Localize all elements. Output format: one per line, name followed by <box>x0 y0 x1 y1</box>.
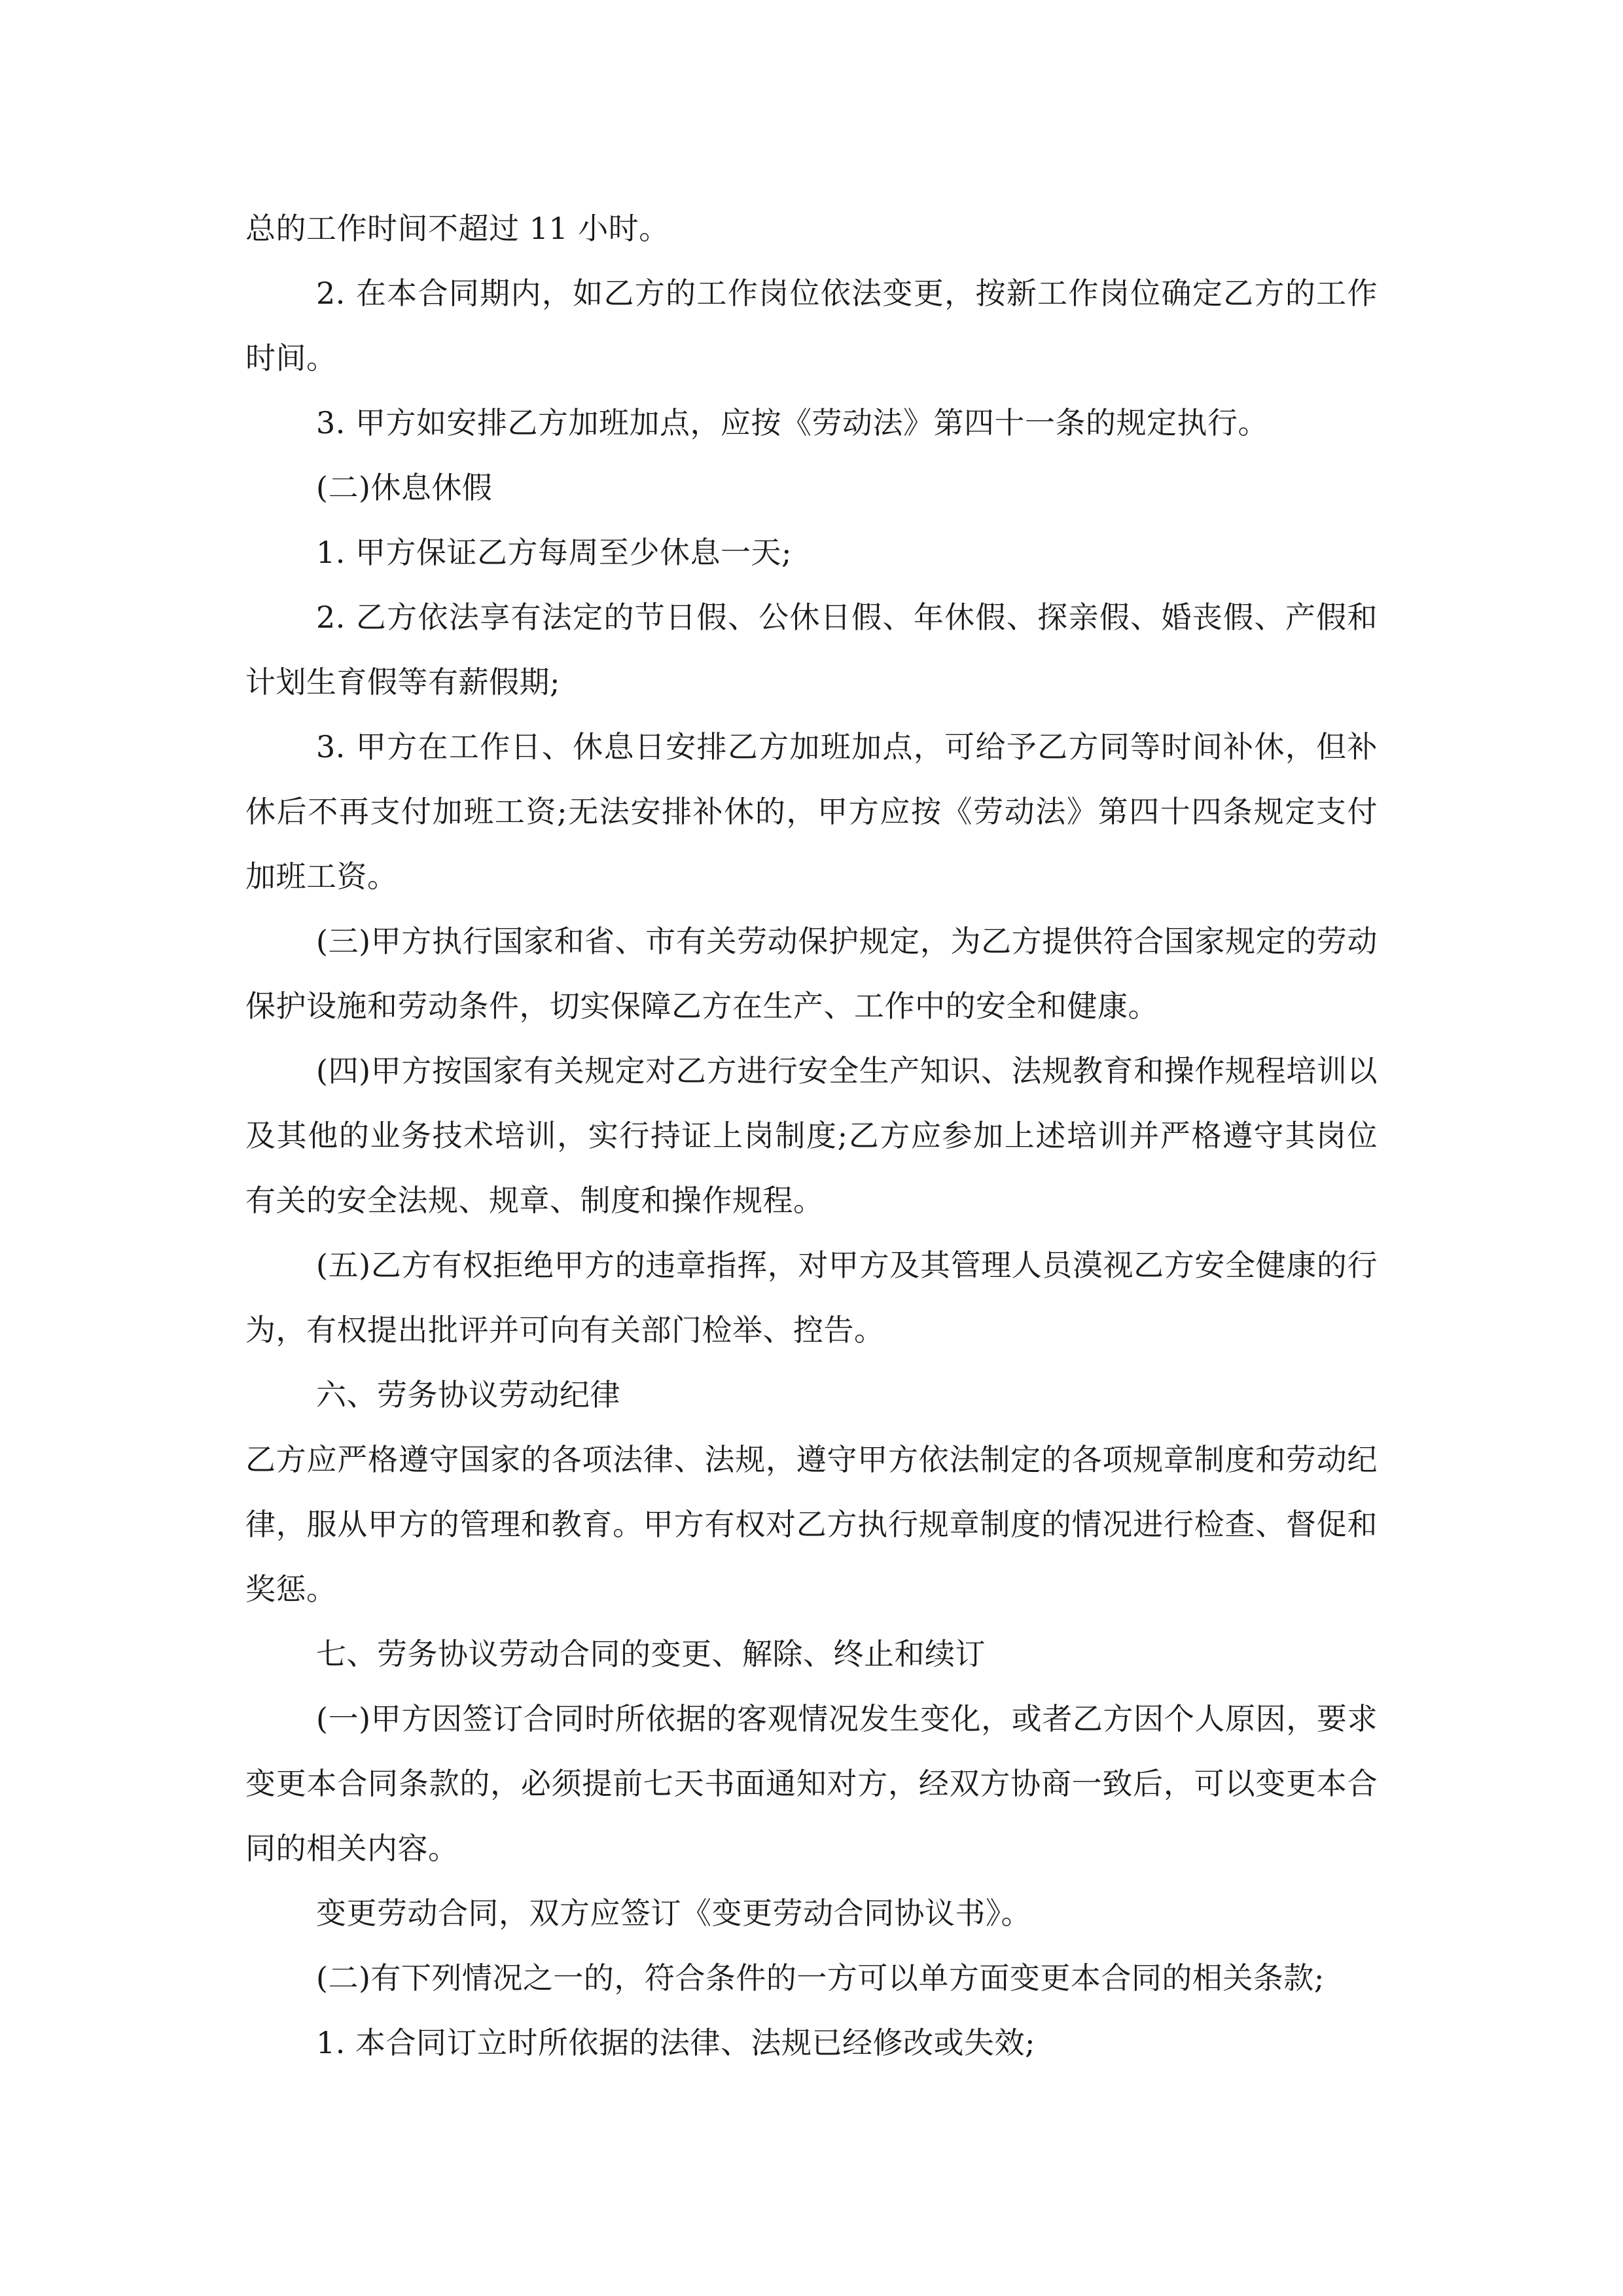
paragraph-refuse-violations: (五)乙方有权拒绝甲方的违章指挥，对甲方及其管理人员漠视乙方安全健康的行为，有权提出批评并可向有关部门检举、控告。 <box>245 1247 1378 1348</box>
section-heading-contract-changes: 七、劳务协议劳动合同的变更、解除、终止和续订 <box>316 1636 986 1672</box>
section-heading-discipline: 六、劳务协议劳动纪律 <box>316 1377 620 1412</box>
paragraph-rest-2: 2. 乙方依法享有法定的节日假、公休日假、年休假、探亲假、婚丧假、产假和计划生育假等有薪假期; <box>245 600 1378 700</box>
document-page <box>245 196 1378 2075</box>
paragraph-labor-protection: (三)甲方执行国家和省、市有关劳动保护规定，为乙方提供符合国家规定的劳动保护设施和劳动条件，切实保障乙方在生产、工作中的安全和健康。 <box>245 924 1378 1024</box>
paragraph-clause-3: 3. 甲方如安排乙方加班加点，应按《劳动法》第四十一条的规定执行。 <box>316 405 1269 440</box>
paragraph-change-agreement: 变更劳动合同，双方应签订《变更劳动合同协议书》。 <box>316 1895 1031 1931</box>
paragraph-safety-training: (四)甲方按国家有关规定对乙方进行安全生产知识、法规教育和操作规程培训以及其他的业务技术培训，实行持证上岗制度;乙方应参加上述培训并严格遵守其岗位有关的安全法规、规章、制度和操作规程。 <box>245 1053 1378 1218</box>
paragraph-rest-1: 1. 甲方保证乙方每周至少休息一天; <box>316 535 793 570</box>
paragraph-unilateral-change: (二)有下列情况之一的，符合条件的一方可以单方面变更本合同的相关条款; <box>316 1960 1325 1996</box>
paragraph-change-terms: (一)甲方因签订合同时所依据的客观情况发生变化，或者乙方因个人原因，要求变更本合同条款的，必须提前七天书面通知对方，经双方协商一致后，可以变更本合同的相关内容。 <box>245 1701 1378 1866</box>
paragraph-continuation: 总的工作时间不超过 11 小时。 <box>245 211 669 246</box>
paragraph-discipline: 乙方应严格遵守国家的各项法律、法规，遵守甲方依法制定的各项规章制度和劳动纪律，服从甲方的管理和教育。甲方有权对乙方执行规章制度的情况进行检查、督促和奖惩。 <box>245 1442 1378 1607</box>
paragraph-unilateral-1: 1. 本合同订立时所依据的法律、法规已经修改或失效; <box>316 2025 1036 2060</box>
paragraph-clause-2: 2. 在本合同期内，如乙方的工作岗位依法变更，按新工作岗位确定乙方的工作时间。 <box>245 276 1378 376</box>
paragraph-rest-3: 3. 甲方在工作日、休息日安排乙方加班加点，可给予乙方同等时间补休，但补休后不再支付加班工资;无法安排补休的，甲方应按《劳动法》第四十四条规定支付加班工资。 <box>245 729 1378 894</box>
section-heading-rest-leave: (二)休息休假 <box>316 470 493 505</box>
